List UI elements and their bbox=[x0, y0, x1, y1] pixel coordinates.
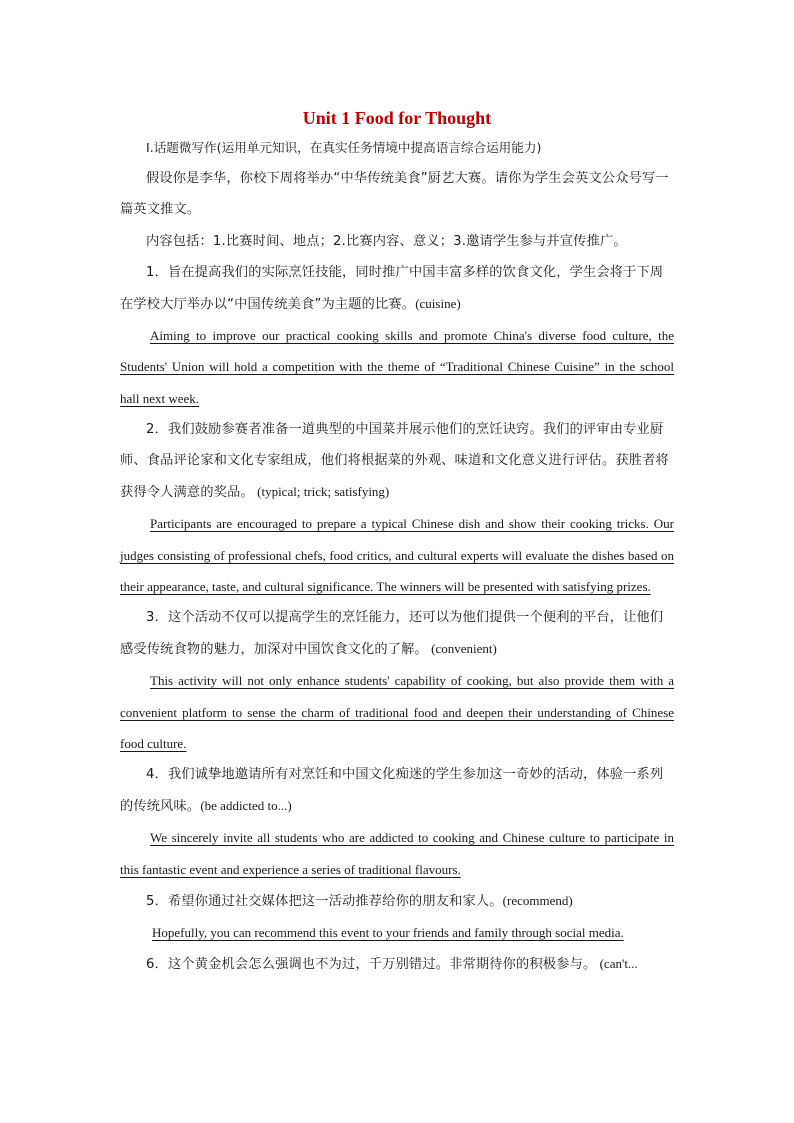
question-2 bbox=[120, 414, 674, 509]
content-points: 内容包括：1.比赛时间、地点；2.比赛内容、意义；3.邀请学生参与并宣传推广。 bbox=[146, 233, 627, 249]
task-description: 假设你是李华，你校下周将举办“中华传统美食”厨艺大赛。请你为学生会英文公众号写一篇英文推文。 bbox=[120, 171, 669, 218]
question-text: 1．旨在提高我们的实际烹饪技能，同时推广中国丰富多样的饮食文化，学生会将于下周在学校大厅举办以“中国传统美食”为主题的比赛。 bbox=[120, 264, 664, 313]
question-hint: (typical; trick; satisfying) bbox=[253, 484, 390, 500]
answer-5: Hopefully, you can recommend this event to your friends and family through social media. bbox=[152, 925, 624, 941]
answer-1: Aiming to improve our practical cooking skills and promote China's diverse food culture, the Students' Union will hold a competition with the theme of “Traditional Chinese Cuisine” in the school hall next week. bbox=[120, 328, 674, 406]
question-text: 6．这个黄金机会怎么强调也不为过，千万别错过。非常期待你的积极参与。 bbox=[146, 957, 597, 973]
answer-3: This activity will not only enhance students' capability of cooking, but also provide them with a convenient platform to sense the charm of traditional food and deepen their understanding of Chinese food culture. bbox=[120, 673, 674, 751]
question-text: 4．我们诚挚地邀请所有对烹饪和中国文化痴迷的学生参加这一奇妙的活动，体验一系列的传统风味。 bbox=[120, 767, 664, 815]
document-page bbox=[120, 104, 674, 980]
question-6 bbox=[120, 948, 674, 980]
answer-2: Participants are encouraged to prepare a typical Chinese dish and show their cooking tricks. Our judges consisting of professional chefs, food critics, and cultural experts will evaluate the dishes based on their appearance, taste, and cultural significance. The winners will be presented with satisfying prizes. bbox=[120, 516, 674, 594]
question-text: 3．这个活动不仅可以提高学生的烹饪能力，还可以为他们提供一个便利的平台，让他们感受传统食物的魅力，加深对中国饮食文化的了解。 bbox=[120, 610, 664, 658]
question-hint: (be addicted to...) bbox=[200, 798, 292, 814]
question-hint: (recommend) bbox=[502, 892, 573, 908]
section-heading: Ⅰ.话题微写作(运用单元知识，在真实任务情境中提高语言综合运用能力) bbox=[146, 140, 542, 155]
question-3 bbox=[120, 602, 674, 665]
question-hint: (can't... bbox=[596, 956, 638, 972]
question-5 bbox=[120, 885, 674, 917]
question-text: 5．希望你通过社交媒体把这一活动推荐给你的朋友和家人。 bbox=[146, 893, 503, 909]
page-title: Unit 1 Food for Thought bbox=[302, 108, 492, 128]
question-text: 2．我们鼓励参赛者准备一道典型的中国菜并展示他们的烹饪诀窍。我们的评审由专业厨师、食品评论家和文化专家组成，他们将根据菜的外观、味道和文化意义进行评估。获胜者将获得令人满意的奖品。 bbox=[120, 421, 669, 501]
question-hint: (convenient) bbox=[427, 641, 497, 657]
question-4 bbox=[120, 759, 674, 822]
question-1 bbox=[120, 257, 674, 320]
question-hint: (cuisine) bbox=[415, 296, 461, 312]
answer-4: We sincerely invite all students who are addicted to cooking and Chinese culture to participate in this fantastic event and experience a series of traditional flavours. bbox=[120, 830, 674, 877]
